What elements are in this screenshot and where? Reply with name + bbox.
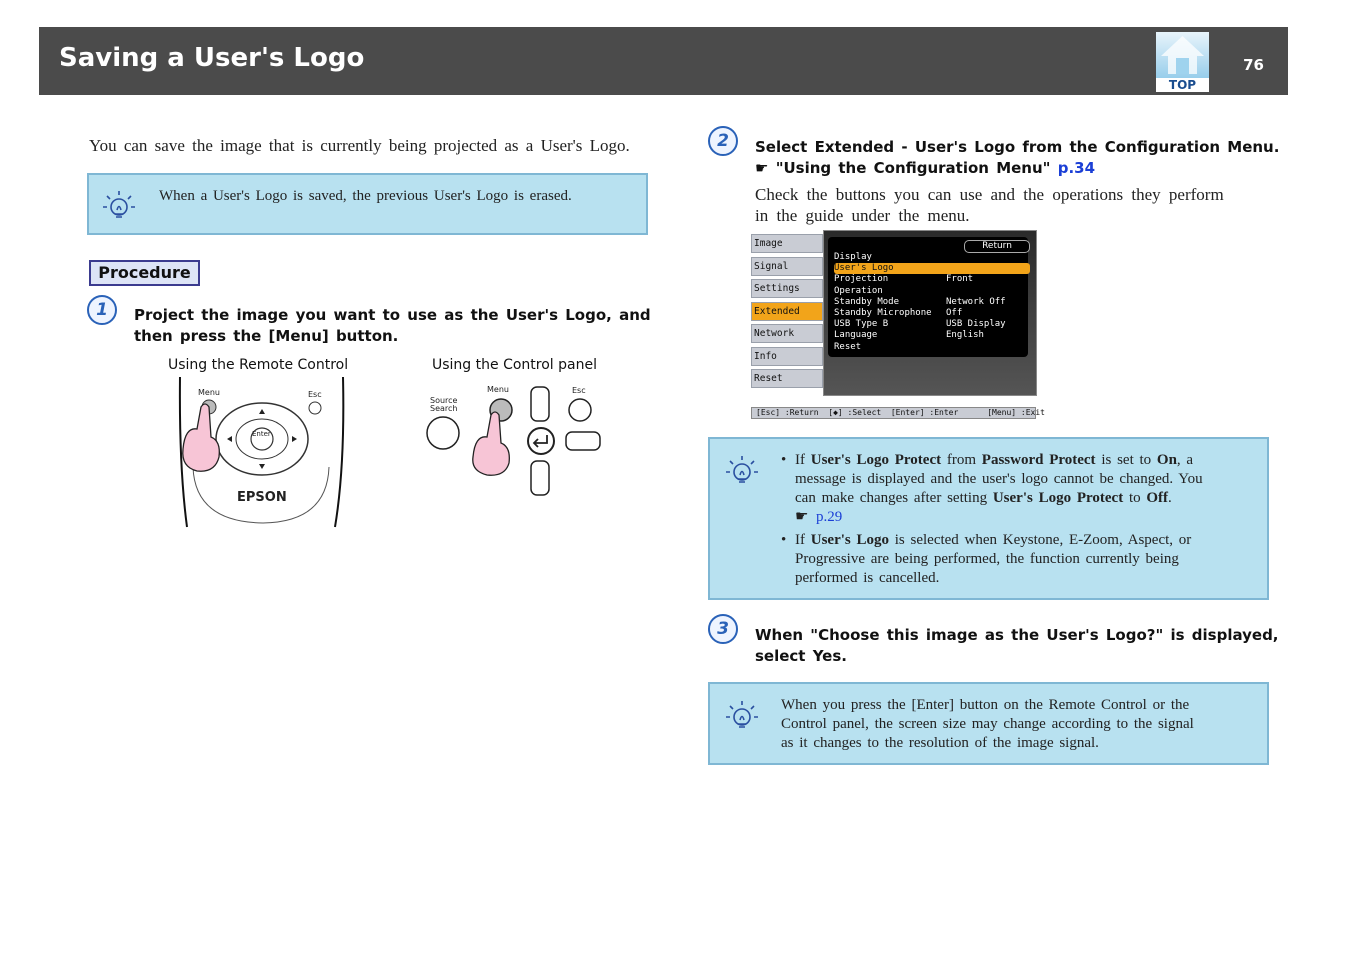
bullet-2-line-3: performed is cancelled. [795, 570, 940, 586]
config-row-label: Standby Mode [834, 296, 900, 307]
config-tab-extended[interactable]: Extended [751, 302, 823, 321]
bullet-2-line-2: Progressive are being performed, the function currently being [795, 551, 1179, 567]
t: Off [1146, 490, 1169, 506]
t: to [1128, 490, 1141, 506]
config-row[interactable] [834, 308, 1030, 319]
step-2-ref-text: "Using the Configuration Menu" [775, 159, 1051, 177]
config-tab-info[interactable]: Info [751, 347, 823, 366]
config-row-label: User's Logo [834, 263, 894, 274]
bullet-1-line-2: message is displayed and the user's logo cannot be changed. You [795, 471, 1203, 487]
search-label: Search [430, 404, 458, 413]
config-row[interactable] [834, 274, 1030, 285]
config-row-value: English [946, 330, 984, 341]
t: . [1168, 490, 1172, 506]
step-3-number: 3 [708, 614, 738, 644]
tip-note-1 [87, 173, 648, 235]
config-row-value: Front [946, 274, 974, 285]
step-3-line-2: select Yes. [755, 647, 847, 665]
t: On [1156, 452, 1177, 468]
lightbulb-tip-icon [722, 696, 762, 736]
panel-source-search-label [430, 397, 457, 413]
remote-brand-logo: EPSON [237, 490, 287, 505]
step-1-line-2: then press the [Menu] button. [134, 327, 399, 345]
page-number: 76 [1243, 56, 1264, 74]
remote-caption: Using the Remote Control [168, 357, 349, 373]
config-row-label: Projection [834, 274, 889, 285]
config-row-label: Reset [834, 341, 862, 352]
step-1-text [134, 305, 651, 347]
config-row-label: USB Type B [834, 319, 889, 330]
config-menu-rows [824, 252, 1038, 352]
step-1-number: 1 [87, 295, 117, 325]
lightbulb-tip-icon [722, 451, 762, 491]
pointing-hand-icon: ☛ [795, 509, 809, 525]
config-row[interactable] [834, 342, 1030, 353]
source-label: Source [430, 396, 458, 405]
step-2-body-line-1: Check the buttons you can use and the operations they perform [755, 185, 1224, 204]
step-3-line-1: When "Choose this image as the User's Logo?" is displayed, [755, 626, 1279, 644]
bullet-1-line-3 [795, 489, 1241, 508]
page-title: Saving a User's Logo [59, 43, 365, 73]
remote-menu-label: Menu [198, 388, 220, 397]
config-row-label: Operation [834, 285, 883, 296]
procedure-label: Procedure [89, 260, 200, 286]
lightbulb-tip-icon [99, 186, 139, 226]
remote-control-illustration [175, 377, 350, 529]
t: If [795, 452, 805, 468]
note-1-text: When a User's Logo is saved, the previous User's Logo is erased. [159, 188, 572, 204]
config-row-label: Display [834, 252, 872, 262]
top-label: TOP [1156, 78, 1209, 92]
step-2-body-line-2: in the guide under the menu. [755, 206, 970, 225]
tip-note-3 [708, 682, 1269, 765]
step-1-line-1: Project the image you want to use as the User's Logo, and [134, 306, 651, 324]
config-row-value: USB Display [946, 319, 1006, 330]
configuration-menu-screenshot [751, 230, 1045, 422]
config-tab-settings[interactable]: Settings [751, 279, 823, 298]
note-2-bullet-2 [781, 531, 1241, 588]
pointing-hand-icon: ☛ [755, 159, 769, 177]
config-row[interactable] [834, 319, 1030, 330]
config-tab-reset[interactable]: Reset [751, 369, 823, 388]
house-icon [1156, 32, 1209, 78]
config-menu-guide: [Esc] :Return [◆] :Select [Enter] :Enter [Menu] :Exit [751, 407, 1036, 419]
config-menu-tabs [751, 230, 823, 395]
note-2-page-link[interactable]: p.29 [815, 509, 843, 525]
panel-caption: Using the Control panel [432, 357, 597, 373]
bullet-dot: • [781, 532, 787, 548]
note-2-list [781, 451, 1241, 588]
step-2-number: 2 [708, 126, 738, 156]
panel-menu-label: Menu [487, 385, 509, 394]
config-row[interactable] [834, 297, 1030, 308]
note-2-bullet-1 [781, 451, 1241, 527]
remote-esc-label: Esc [308, 390, 322, 399]
step-2-line-1: Select Extended - User's Logo from the Configuration Menu. [755, 138, 1280, 156]
note-3-text [781, 696, 1194, 753]
t: , a [1176, 452, 1194, 468]
t: is set to [1101, 452, 1152, 468]
step-2-page-link[interactable]: p.34 [1057, 159, 1096, 177]
remote-control-drawing [175, 377, 350, 529]
note-3-line-3: as it changes to the resolution of the image signal. [781, 735, 1099, 751]
intro-text: You can save the image that is currently being projected as a User's Logo. [89, 136, 630, 155]
step-3-text [755, 625, 1279, 667]
remote-enter-label: Enter [252, 430, 271, 438]
page-header [39, 27, 1288, 95]
config-row[interactable] [834, 263, 1030, 274]
config-row[interactable] [834, 330, 1030, 341]
top-home-icon[interactable] [1156, 32, 1209, 92]
step-2-reference [755, 158, 1279, 179]
t: Password Protect [981, 452, 1096, 468]
bullet-1-reference [795, 508, 1241, 527]
config-tab-signal[interactable]: Signal [751, 257, 823, 276]
bullet-2-line-1 [795, 531, 1241, 550]
t: can make changes after setting [795, 490, 988, 506]
config-menu-panel [823, 230, 1037, 396]
config-row-label: Language [834, 330, 878, 341]
t: from [946, 452, 977, 468]
config-tab-network[interactable]: Network [751, 324, 823, 343]
t: User's Logo Protect [810, 452, 942, 468]
config-return-button[interactable]: Return [964, 240, 1030, 253]
step-2-body [755, 184, 1224, 226]
step-2-text [755, 137, 1279, 179]
config-row-label: Standby Microphone [834, 308, 932, 318]
note-3-line-1: When you press the [Enter] button on the Remote Control or the [781, 697, 1190, 713]
note-3-line-2: Control panel, the screen size may change according to the signal [781, 716, 1194, 732]
bullet-1-line-1 [795, 451, 1241, 470]
config-tab-image[interactable]: Image [751, 234, 823, 253]
tip-note-2 [708, 437, 1269, 600]
config-row-value: Network Off [946, 296, 1006, 307]
config-row[interactable] [834, 252, 1030, 263]
panel-esc-label: Esc [572, 386, 586, 395]
t: is selected when Keystone, E-Zoom, Aspect, or [894, 532, 1192, 548]
bullet-dot: • [781, 452, 787, 468]
t: User's Logo Protect [992, 490, 1124, 506]
t: User's Logo [810, 532, 889, 548]
config-row-value: Off [946, 308, 963, 318]
config-row[interactable] [834, 286, 1030, 297]
control-panel-illustration [425, 377, 620, 507]
t: If [795, 532, 805, 548]
